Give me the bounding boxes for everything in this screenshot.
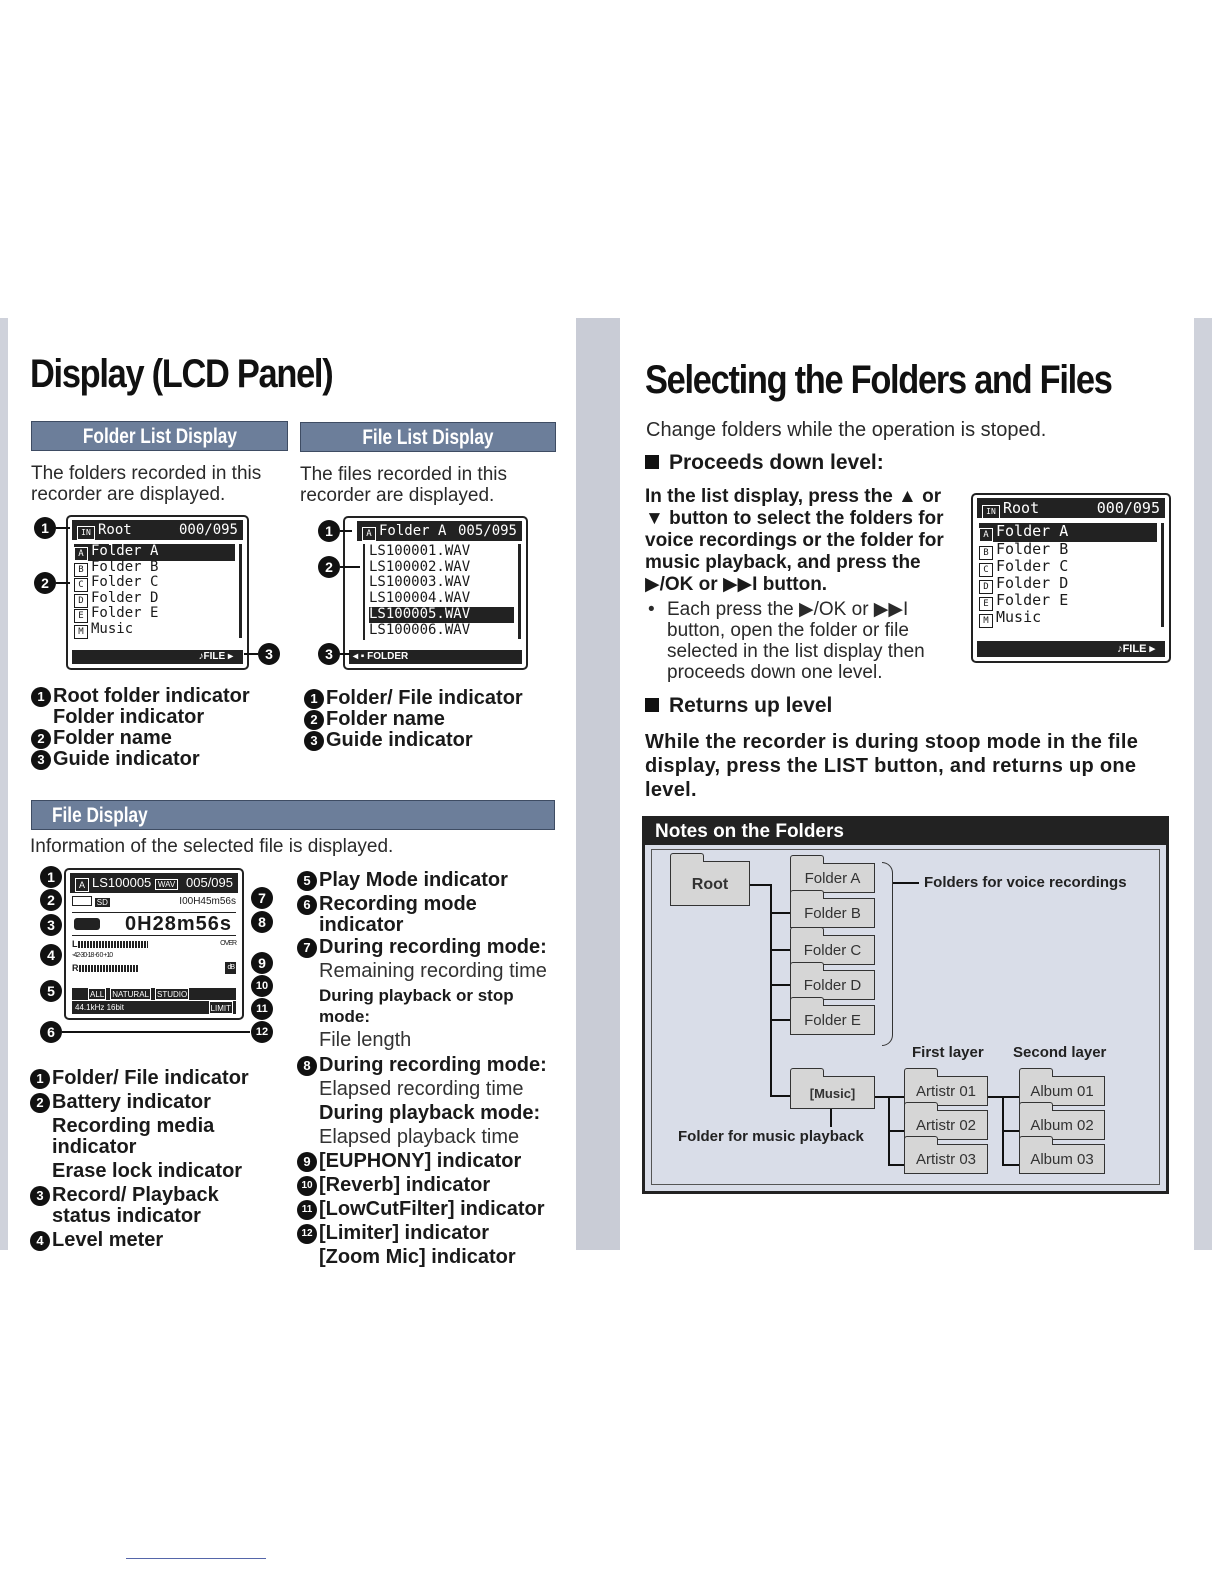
meter-bar (78, 941, 148, 948)
legend-number: 1 (304, 689, 324, 709)
legend-item (297, 1151, 567, 1172)
folder-icon: A (74, 547, 88, 561)
db-label: dB (225, 962, 236, 974)
tree-line (888, 1164, 904, 1166)
tree-line (1002, 1096, 1019, 1098)
lcd-header (977, 498, 1165, 518)
lcd-row-label: Folder C (91, 574, 159, 590)
legend-item: Elapsed playback time (319, 1126, 520, 1148)
legend-text: Record/ Playback status indicator (52, 1184, 219, 1227)
callout-leader (62, 1031, 250, 1033)
second-layer-label: Second layer (1013, 1044, 1107, 1061)
section-file-display (31, 800, 555, 830)
folder-icon (790, 935, 875, 965)
folder-icon: E (74, 609, 88, 623)
voice-folders-label: Folders for voice recordings (924, 874, 1127, 891)
lcd-root-folders (971, 493, 1171, 663)
lcd-header-title: Root (1003, 499, 1040, 517)
intro-text: Change folders while the operation is stoped. (646, 419, 1047, 441)
legend-text: Folder indicator (53, 706, 205, 728)
brace-icon (882, 862, 893, 1046)
studio-indicator: STUDIO (156, 990, 188, 999)
proceeds-bullet-text: Each press the ▶/OK or ▶▶I button, open the folder or file selected in the list display then proceeds down one level. (667, 599, 925, 683)
lcd-row: LS100004.WAV (369, 590, 471, 606)
folder-icon: C (979, 563, 993, 577)
bottom-rule (126, 1558, 266, 1559)
legend-text: Erase lock indicator (52, 1160, 243, 1182)
callout-12: 12 (251, 1021, 273, 1043)
lcd-row-label: Folder A (91, 543, 159, 559)
square-bullet-icon (645, 455, 659, 469)
callout-leader (340, 530, 352, 532)
legend-item: Elapsed recording time (319, 1078, 524, 1100)
meter-bar (79, 965, 139, 972)
legend-text: Guide indicator (326, 729, 473, 751)
wav-badge: WAV (155, 879, 178, 890)
legend-number: 7 (297, 938, 317, 958)
lcd-scrollbar (1161, 523, 1164, 627)
lcd-header-title: Root (98, 522, 132, 538)
lcd-row-label: Folder B (91, 559, 159, 575)
legend-text: Folder name (53, 727, 172, 749)
legend-item (30, 1116, 280, 1158)
tree-line (1002, 1130, 1019, 1132)
lcd-header-count: 000/095 (178, 522, 238, 538)
right-edge (1194, 318, 1212, 1250)
legend-item (31, 728, 291, 749)
meter-row-right (72, 962, 236, 974)
legend-number: 8 (297, 1056, 317, 1076)
elapsed-time: 0H28m56s (125, 913, 232, 935)
lcd-row-label: Folder C (996, 557, 1069, 575)
folder-icon (790, 863, 875, 893)
lcd-row: LS100005.WAV (369, 607, 514, 623)
lcd-header-title: Folder A (379, 523, 447, 539)
lcd-time-row (72, 912, 236, 936)
legend-number: 3 (30, 1186, 50, 1206)
legend-text: Folder name (326, 708, 445, 730)
lcd-scrollbar (518, 544, 521, 639)
returns-heading-text: Returns up level (669, 694, 833, 717)
legend-number: 2 (31, 729, 51, 749)
folder-icon (790, 898, 875, 928)
legend-item (304, 709, 564, 730)
legend-item: During playback or stop mode: (319, 986, 514, 1026)
callout-1: 1 (40, 866, 62, 888)
lcd-file-display (64, 868, 244, 1020)
tree-line (893, 882, 919, 884)
folder-list-legend (31, 686, 291, 770)
file-list-legend (304, 688, 564, 751)
first-layer-label: First layer (912, 1044, 984, 1061)
play-mode-indicator: ALL (90, 990, 105, 999)
returns-heading (645, 694, 832, 718)
music-folder-caption: Folder for music playback (678, 1128, 864, 1145)
callout-leader (56, 527, 70, 529)
legend-text: [Zoom Mic] indicator (319, 1246, 516, 1268)
legend-item (297, 870, 567, 891)
legend-item (297, 937, 567, 958)
root-folder-icon: IN (77, 526, 95, 540)
lcd-guide (72, 650, 243, 664)
over-label: OVER (220, 940, 236, 947)
lcd-status-row (72, 896, 236, 910)
legend-number: 11 (297, 1200, 317, 1220)
legend-item (304, 730, 564, 751)
page-title-left: Display (LCD Panel) (30, 352, 333, 396)
legend-number: 2 (30, 1093, 50, 1113)
proceeds-text: In the list display, press the ▲ or ▼ button to select the folders for voice recordings or the folder for music playback, and press the ▶/OK or ▶▶I button. (645, 486, 944, 595)
folder-icon: D (74, 594, 88, 608)
legend-text: Level meter (52, 1229, 164, 1251)
legend-number: 12 (297, 1224, 317, 1244)
file-display-desc: Information of the selected file is displayed. (30, 836, 394, 857)
artist-folder-label: Artistr 01 (915, 1083, 976, 1100)
tree-line (772, 1019, 790, 1021)
folder-label: Folder C (803, 942, 862, 959)
callout-7: 7 (251, 887, 273, 909)
folder-icon: B (74, 563, 88, 577)
folder-icon: C (74, 578, 88, 592)
square-bullet-icon (645, 698, 659, 712)
folder-icon (790, 1005, 875, 1035)
legend-item (297, 1055, 567, 1076)
tree-line (888, 1096, 904, 1098)
legend-text: Folder/ File indicator (52, 1067, 249, 1089)
legend-text: Battery indicator (52, 1091, 211, 1113)
legend-text: [Reverb] indicator (319, 1174, 491, 1196)
tree-line (770, 884, 772, 1096)
proceeds-bullet (648, 599, 948, 683)
legend-text: Play Mode indicator (319, 869, 508, 891)
folder-icon (904, 1144, 988, 1174)
level-meter (72, 938, 236, 986)
lcd-row-label: Folder D (91, 590, 159, 606)
legend-item (30, 1185, 280, 1227)
lcd-row-label: Folder A (996, 522, 1069, 540)
music-folder-icon: M (979, 614, 993, 628)
folder-list-desc: The folders recorded in this recorder are displayed. (31, 463, 262, 505)
lcd-row: LS100001.WAV (369, 543, 471, 559)
callout-6: 6 (40, 1021, 62, 1043)
bullet-dot-icon: • (648, 599, 655, 620)
callout-2: 2 (318, 556, 340, 578)
legend-text: [EUPHONY] indicator (319, 1150, 522, 1172)
lcd-guide-label: ♪FILE ▸ (198, 651, 233, 662)
callout-5: 5 (40, 980, 62, 1002)
proceeds-heading (645, 451, 884, 475)
lcd-guide (349, 650, 522, 664)
callout-10: 10 (251, 975, 273, 997)
callout-4: 4 (40, 944, 62, 966)
lcd-row (979, 609, 1041, 628)
legend-number: 3 (31, 750, 51, 770)
callout-3: 3 (318, 643, 340, 665)
lcd-header (70, 873, 238, 893)
tree-line (770, 1095, 792, 1097)
lcd-left-rule (363, 544, 365, 640)
section-file-list (300, 422, 556, 452)
tree-line (772, 984, 790, 986)
music-folder-label: [Music] (809, 1086, 856, 1101)
legend-text: Recording media indicator (52, 1115, 215, 1158)
legend-number: 9 (297, 1152, 317, 1172)
lcd-header-count: 000/095 (1096, 499, 1160, 517)
legend-item (30, 1092, 280, 1113)
section-file-display-label: File Display (52, 804, 148, 827)
media-indicator: SD (96, 898, 108, 907)
tree-line (830, 1109, 832, 1127)
notes-title: Notes on the Folders (645, 819, 1166, 845)
legend-item (30, 1161, 280, 1182)
music-folder-icon (790, 1076, 875, 1109)
album-folder-label: Album 02 (1030, 1117, 1094, 1134)
legend-item (297, 1247, 567, 1268)
lcd-guide-label: ♪FILE ▸ (1117, 643, 1155, 655)
callout-leader (244, 653, 258, 655)
callout-2: 2 (34, 572, 56, 594)
legend-item: During playback mode: (319, 1102, 541, 1124)
folder-icon (1019, 1144, 1105, 1174)
meter-channel-label: R (72, 963, 78, 973)
section-file-list-label: File List Display (362, 426, 494, 449)
section-folder-list-label: Folder List Display (82, 425, 237, 448)
legend-text: Guide indicator (53, 748, 200, 770)
callout-leader (340, 653, 350, 655)
legend-text: [LowCutFilter] indicator (319, 1198, 545, 1220)
playback-status-icon (74, 918, 100, 930)
lcd-row: LS100003.WAV (369, 574, 471, 590)
callout-1: 1 (318, 520, 340, 542)
legend-text: Recording mode indicator (319, 893, 477, 936)
meter-scale: -42-30-18 -6 0 +10 (72, 952, 113, 959)
callout-8: 8 (251, 911, 273, 933)
legend-item (304, 688, 564, 709)
folder-icon: A (979, 528, 993, 542)
lcd-row: LS100002.WAV (369, 559, 471, 575)
lcd-bottom-row (72, 1001, 236, 1014)
lcd-mode-row (72, 988, 236, 1000)
lcd-row-label: Folder B (996, 540, 1069, 558)
proceeds-heading-text: Proceeds down level: (669, 451, 884, 474)
legend-number: 3 (304, 731, 324, 751)
folder-label: Folder B (804, 905, 861, 922)
lcd-file-list (343, 516, 528, 670)
remaining-time: I00H45m56s (179, 896, 236, 907)
tree-line (772, 949, 790, 951)
lcd-header (357, 521, 522, 541)
folder-icon: E (979, 597, 993, 611)
root-folder-label: Root (691, 876, 729, 893)
legend-number: 10 (297, 1176, 317, 1196)
callout-1: 1 (34, 517, 56, 539)
callout-3: 3 (40, 914, 62, 936)
section-folder-list (31, 421, 288, 451)
album-folder-label: Album 01 (1030, 1083, 1094, 1100)
lcd-row (74, 622, 133, 639)
legend-item (297, 1199, 567, 1220)
legend-number: 4 (30, 1231, 50, 1251)
artist-folder-label: Artistr 02 (915, 1117, 976, 1134)
legend-number: 1 (31, 687, 51, 707)
lcd-row-label: Folder E (996, 591, 1069, 609)
callout-leader (56, 582, 70, 584)
callout-2: 2 (40, 889, 62, 911)
returns-text: While the recorder is during stoop mode in the file display, press the LIST button, and returns up one level. (645, 731, 1139, 801)
legend-item: File length (319, 1029, 412, 1051)
artist-folder-label: Artistr 03 (915, 1151, 976, 1168)
legend-text: Root folder indicator (53, 685, 250, 707)
tree-line (750, 884, 772, 886)
legend-item (31, 686, 291, 707)
callout-11: 11 (251, 998, 273, 1020)
legend-number: 5 (297, 871, 317, 891)
legend-text: Folder/ File indicator (326, 687, 523, 709)
music-folder-icon: M (74, 625, 88, 639)
recording-mode-indicator: 44.1kHz 16bit (75, 1003, 124, 1012)
left-edge (0, 318, 8, 1250)
legend-item (297, 894, 567, 936)
file-display-legend-left (30, 1068, 280, 1251)
battery-icon (72, 896, 92, 906)
meter-row-left (72, 938, 236, 950)
lcd-row-label: Folder E (91, 605, 159, 621)
legend-item (30, 1230, 280, 1251)
lcd-scrollbar (239, 544, 242, 638)
callout-3: 3 (258, 643, 280, 665)
legend-item (30, 1068, 280, 1089)
legend-item (31, 749, 291, 770)
callout-leader (340, 566, 360, 568)
album-folder-label: Album 03 (1030, 1151, 1094, 1168)
legend-item: Remaining recording time (319, 960, 547, 982)
folder-label: Folder D (803, 977, 862, 994)
lcd-header-count: 005/095 (186, 875, 233, 890)
folder-icon (790, 970, 875, 1000)
page-title-right: Selecting the Folders and Files (645, 358, 1112, 402)
folder-icon: A (75, 878, 89, 892)
meter-channel-label: L (72, 939, 77, 949)
lcd-header-title: LS100005 (92, 875, 152, 890)
legend-number: 1 (30, 1069, 50, 1089)
legend-item (297, 1223, 567, 1244)
lcd-header (72, 520, 243, 540)
folder-icon: B (979, 546, 993, 560)
folder-icon: A (362, 527, 376, 541)
legend-item (31, 707, 291, 728)
lcd-guide (977, 641, 1165, 657)
lcd-row: LS100006.WAV (369, 622, 471, 638)
lcd-row-label: Music (91, 621, 134, 637)
legend-text: During recording mode: (319, 1054, 547, 1076)
file-display-legend-right (297, 870, 567, 1268)
file-list-desc: The files recorded in this recorder are displayed. (300, 464, 507, 506)
lcd-header-count: 005/095 (457, 523, 517, 539)
tree-line (1002, 1164, 1019, 1166)
limiter-indicator: LIMIT (209, 1001, 233, 1014)
lcd-row-label: Music (996, 608, 1042, 626)
folder-label: Folder A (804, 870, 861, 887)
legend-number: 6 (297, 895, 317, 915)
lcd-folder-list (66, 515, 249, 670)
root-folder-icon: IN (982, 505, 1000, 519)
legend-text: [Limiter] indicator (319, 1222, 490, 1244)
root-folder-icon (670, 861, 750, 906)
lcd-row-label: Folder D (996, 574, 1069, 592)
legend-item (297, 1175, 567, 1196)
folder-icon: D (979, 580, 993, 594)
callout-9: 9 (251, 952, 273, 974)
folder-label: Folder E (804, 1012, 861, 1029)
lcd-guide-label: ◂ ▪ FOLDER (353, 651, 409, 662)
center-gutter (576, 318, 620, 1250)
reverb-indicator: NATURAL (112, 990, 149, 999)
tree-line (772, 912, 790, 914)
tree-line (888, 1130, 904, 1132)
legend-text: During recording mode: (319, 936, 547, 958)
legend-number: 2 (304, 710, 324, 730)
